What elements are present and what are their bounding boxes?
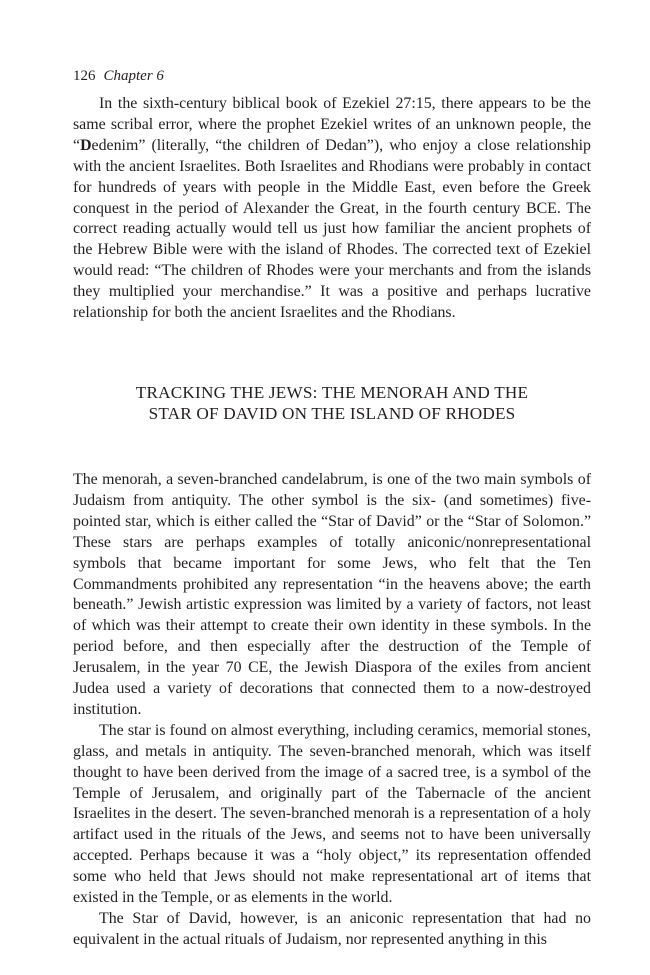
running-head bbox=[73, 66, 591, 86]
section-heading-line-2: STAR OF DAVID ON THE ISLAND OF RHODES bbox=[148, 404, 516, 424]
intro-text-start: In the sixth-century biblical book of Ezekiel 27:15, there appears to be the same scribal error, where the prophet Ezekiel writes of an unknown people, the “ bbox=[73, 95, 591, 154]
book-page bbox=[73, 66, 591, 951]
intro-text-end: edenim” (literally, “the children of Dedan”), who enjoy a close relationship with the ancient Israelites. Both Israelites and Rhodians were probably in contact for hundreds of years with people in the Middle East, even before the Greek conquest in the period of Alexander the Great, in the fourth century BCE. The correct reading actually would tell us just how familiar the ancient prophets of the Hebrew Bible were with the island of Rhodes. The corrected text of Ezekiel would read: “The children of Rhodes were your merchants and from the islands they multiplied your merchandise.” It was a positive and perhaps lucrative relationship for both the ancient Israelites and the Rhodians. bbox=[73, 136, 591, 322]
body-paragraph-1: The menorah, a seven-branched candelabrum, is one of the two main symbols of Judaism from antiquity. The other symbol is the six- (and sometimes) five-pointed star, which is either called the “Star of David” or the “Star of Solomon.” These stars are perhaps examples of totally aniconic/nonrepresentational symbols that became important for some Jews, who felt that the Ten Commandments prohibited any representation “in the heavens above; the earth beneath.” Jewish artistic expression was limited by a variety of factors, not least of which was their attempt to create their own identity in these symbols. In the period before, and then especially after the destruction of the Temple of Jerusalem, in the year 70 CE, the Jewish Diaspora of the exiles from ancient Judea used a variety of decorations that connected them to a now-destroyed institution. bbox=[73, 470, 591, 718]
bold-letter: D bbox=[80, 136, 92, 154]
page-number: 126 bbox=[73, 68, 96, 84]
chapter-title: Chapter 6 bbox=[103, 68, 164, 84]
section-heading-line-1: TRACKING THE JEWS: THE MENORAH AND THE bbox=[135, 382, 529, 402]
body-paragraph-3: The Star of David, however, is an aniconic representation that had no equivalent in the actual rituals of Judaism, nor represented anything in this bbox=[73, 910, 591, 948]
section-heading bbox=[73, 382, 591, 425]
body-paragraph-2: The star is found on almost everything, including ceramics, memorial stones, glass, and metals in antiquity. The seven-branched menorah, which was itself thought to have been derived from the image of a sacred tree, is a symbol of the Temple of Jerusalem, and originally part of the Tabernacle of the ancient Israelites in the desert. The seven-branched menorah is a representation of a holy artifact used in the rituals of the Jews, and seems not to have been universally accepted. Perhaps because it was a “holy object,” its representation offended some who held that Jews should not make representational art of items that existed in the Temple, or as elements in the world. bbox=[73, 721, 591, 907]
intro-paragraph bbox=[73, 94, 591, 324]
